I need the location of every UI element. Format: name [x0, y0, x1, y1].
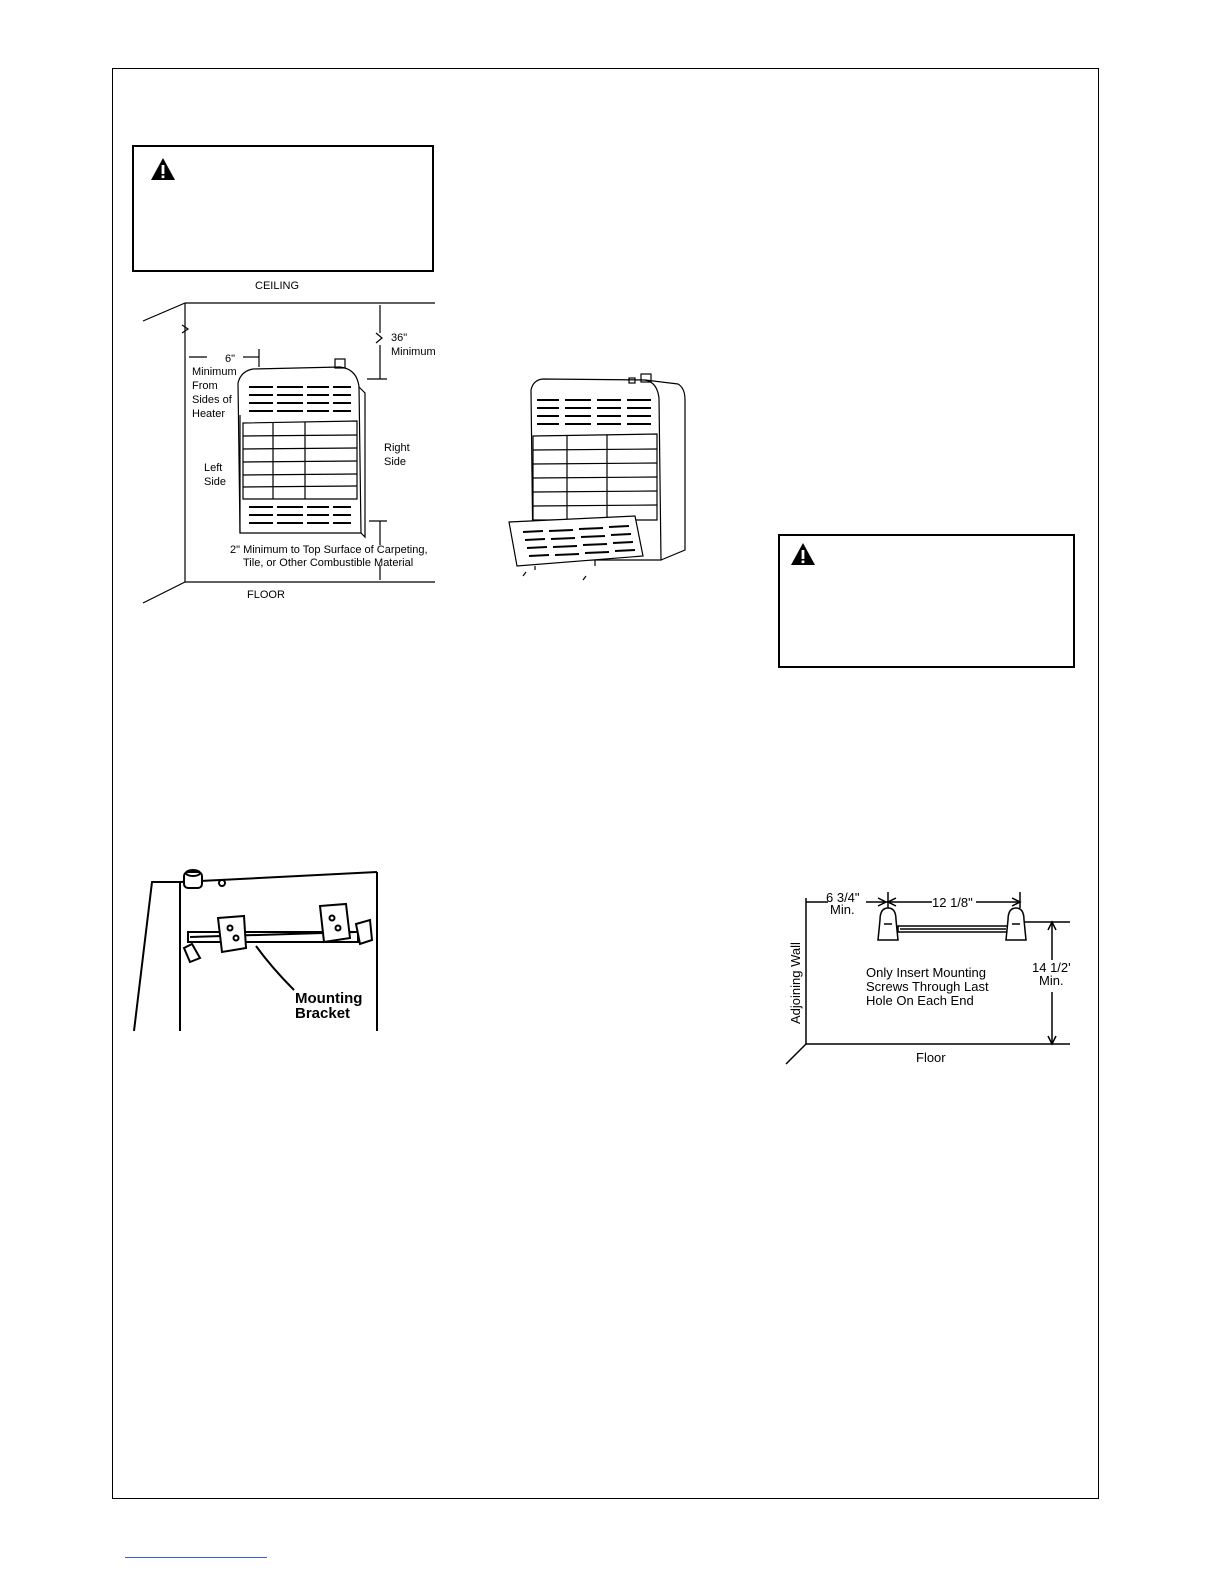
left-side-label-1: Left	[204, 462, 223, 474]
bracket-label-line-2: Bracket	[295, 1005, 351, 1022]
warning-icon	[150, 157, 176, 181]
side-dimension-value: 6 3/4"	[826, 890, 860, 905]
height-dimension-label: Min.	[1039, 973, 1064, 988]
floor-label: FLOOR	[247, 589, 285, 601]
span-dimension-value: 12 1/8"	[932, 895, 973, 910]
side-label-1: Minimum	[192, 366, 237, 378]
side-clearance-value: 6"	[225, 353, 236, 365]
ceiling-label: CEILING	[255, 280, 300, 292]
mounting-bracket-figure	[132, 866, 382, 1036]
wall-mounting-figure	[780, 880, 1080, 1070]
warning-icon	[790, 542, 816, 566]
side-label-2: From	[192, 380, 218, 392]
warning-box-right	[778, 534, 1075, 668]
bracket-label-line-1: Mounting	[295, 990, 363, 1007]
left-side-label-2: Side	[204, 476, 227, 488]
screw-note-line-3: Hole On Each End	[866, 993, 974, 1008]
side-dimension-label: Min.	[830, 902, 855, 917]
screw-note-line-2: Screws Through Last	[866, 979, 989, 994]
floor-label: Floor	[916, 1050, 946, 1065]
warning-box-top-left	[132, 145, 434, 272]
adjoining-wall-label: Adjoining Wall	[788, 942, 803, 1024]
screw-note-line-1: Only Insert Mounting	[866, 965, 986, 980]
top-clearance-label: Minimum	[391, 346, 436, 358]
height-dimension-value: 14 1/2'	[1032, 960, 1071, 975]
right-side-label-2: Side	[384, 456, 407, 468]
footer-link-underline	[125, 1557, 267, 1558]
right-side-label-1: Right	[384, 442, 410, 454]
top-clearance-value: 36"	[391, 332, 408, 344]
side-label-3: Sides of	[192, 394, 232, 406]
side-label-4: Heater	[192, 408, 226, 420]
bottom-clearance-line-2: Tile, or Other Combustible Material	[243, 557, 414, 569]
bottom-clearance-line-1: 2" Minimum to Top Surface of Carpeting,	[230, 544, 428, 556]
clearance-figure	[135, 275, 445, 610]
heater-panel-figure	[495, 370, 695, 590]
